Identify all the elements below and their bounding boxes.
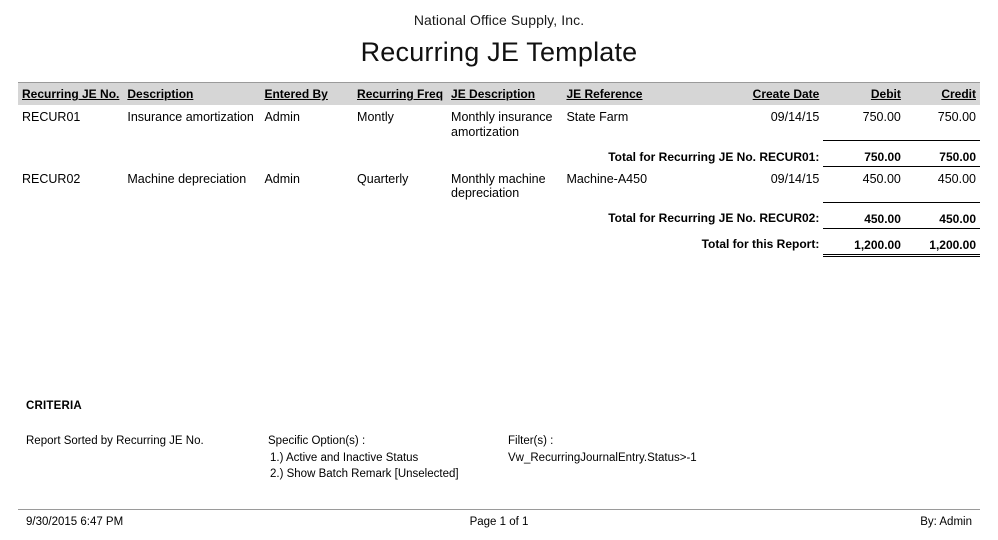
criteria-options-label: Specific Option(s) : bbox=[268, 435, 366, 447]
cell-create-date: 09/14/15 bbox=[770, 110, 820, 124]
cell-recurring-freq: Montly bbox=[357, 110, 394, 124]
grand-total-row bbox=[18, 228, 980, 255]
subtotal-credit: 450.00 bbox=[905, 202, 980, 228]
report-title: Recurring JE Template bbox=[360, 37, 638, 67]
company-name: National Office Supply, Inc. bbox=[413, 12, 585, 28]
cell-je-reference: State Farm bbox=[566, 110, 629, 124]
criteria-sort-text: Report Sorted by Recurring JE No. bbox=[26, 435, 204, 447]
table-row bbox=[18, 105, 980, 141]
column-header-credit: Credit bbox=[905, 83, 980, 105]
cell-entered-by: Admin bbox=[264, 110, 300, 124]
criteria-options-column bbox=[268, 433, 508, 483]
column-header-description: Description bbox=[123, 83, 260, 105]
cell-recurring-freq: Quarterly bbox=[357, 171, 409, 186]
subtotal-debit: 750.00 bbox=[823, 141, 905, 167]
column-header-recurring-freq: Recurring Freq bbox=[353, 83, 447, 105]
criteria-sort-column bbox=[26, 433, 268, 483]
table-header-row bbox=[18, 83, 980, 105]
cell-je-description: Monthly insurance amortization bbox=[451, 110, 553, 139]
grand-total-debit: 1,200.00 bbox=[823, 228, 905, 255]
criteria-section bbox=[26, 400, 972, 483]
column-header-recurring-je-no: Recurring JE No. bbox=[18, 83, 123, 105]
subtotal-debit: 450.00 bbox=[823, 202, 905, 228]
subtotal-row bbox=[18, 141, 980, 167]
table-header bbox=[18, 83, 980, 105]
cell-create-date: 09/14/15 bbox=[770, 171, 820, 186]
footer-user: By: Admin bbox=[920, 516, 972, 528]
cell-description: Machine depreciation bbox=[127, 171, 247, 186]
cell-recurring-je-no: RECUR01 bbox=[22, 110, 81, 124]
cell-entered-by: Admin bbox=[264, 171, 300, 186]
cell-recurring-je-no: RECUR02 bbox=[22, 171, 81, 186]
criteria-filter-item: Vw_RecurringJournalEntry.Status>-1 bbox=[508, 451, 697, 464]
subtotal-credit: 750.00 bbox=[905, 141, 980, 167]
cell-debit: 750.00 bbox=[862, 110, 901, 124]
cell-je-reference: Machine-A450 bbox=[566, 171, 648, 186]
cell-debit: 450.00 bbox=[862, 172, 901, 187]
column-header-debit: Debit bbox=[823, 83, 905, 105]
report-footer bbox=[18, 509, 980, 528]
report-body bbox=[0, 83, 998, 257]
column-header-entered-by: Entered By bbox=[260, 83, 353, 105]
footer-divider bbox=[18, 509, 980, 510]
criteria-title: CRITERIA bbox=[26, 400, 82, 412]
column-header-create-date: Create Date bbox=[695, 83, 824, 105]
report-table bbox=[18, 83, 980, 257]
footer-row bbox=[18, 516, 980, 528]
cell-credit: 750.00 bbox=[937, 110, 976, 124]
subtotal-label: Total for Recurring JE No. RECUR01: bbox=[608, 149, 820, 164]
grand-total-credit: 1,200.00 bbox=[905, 228, 980, 255]
criteria-filters-label: Filter(s) : bbox=[508, 435, 554, 447]
criteria-filters-column bbox=[508, 433, 908, 483]
subtotal-row bbox=[18, 202, 980, 228]
footer-page-number: Page 1 of 1 bbox=[469, 516, 529, 528]
criteria-option-item: 2.) Show Batch Remark [Unselected] bbox=[270, 468, 459, 481]
cell-credit: 450.00 bbox=[937, 172, 976, 187]
criteria-body bbox=[26, 433, 972, 483]
column-header-je-reference: JE Reference bbox=[562, 83, 694, 105]
cell-je-description: Monthly machine depreciation bbox=[451, 171, 546, 201]
column-header-je-description: JE Description bbox=[447, 83, 562, 105]
footer-timestamp: 9/30/2015 6:47 PM bbox=[26, 516, 124, 528]
subtotal-label: Total for Recurring JE No. RECUR02: bbox=[608, 211, 820, 226]
table-body bbox=[18, 105, 980, 255]
cell-description: Insurance amortization bbox=[127, 110, 254, 124]
criteria-option-item: 1.) Active and Inactive Status bbox=[270, 451, 419, 464]
grand-total-label: Total for this Report: bbox=[701, 237, 820, 252]
table-row bbox=[18, 167, 980, 203]
